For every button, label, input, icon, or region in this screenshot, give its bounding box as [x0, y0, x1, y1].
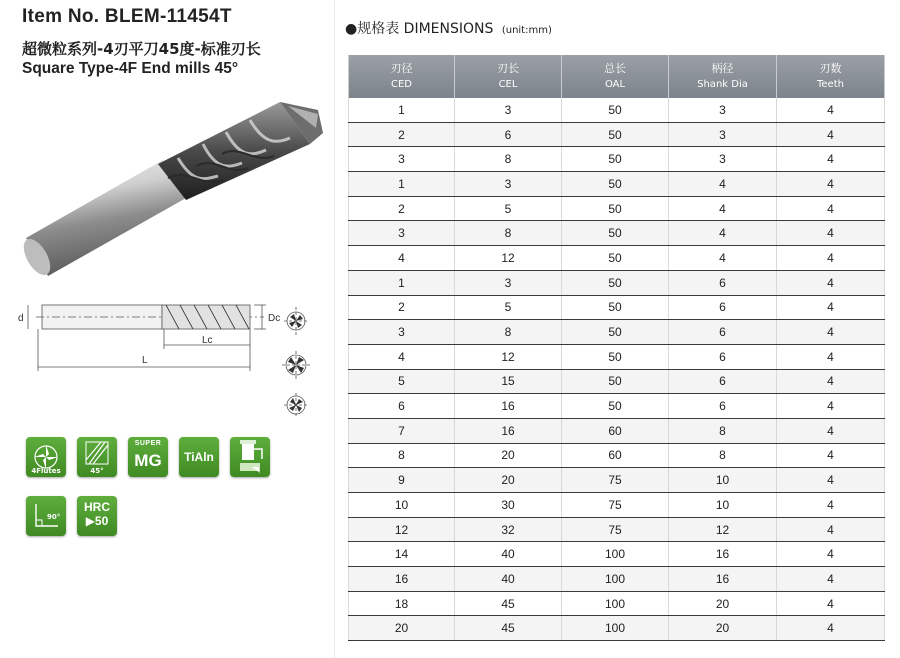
table-row — [349, 221, 885, 246]
table-row — [349, 567, 885, 592]
table-cell: 50 — [562, 246, 669, 271]
table-cell: 3 — [669, 98, 777, 122]
table-cell: 8 — [455, 147, 562, 172]
table-row — [349, 295, 885, 320]
table-cell: 4 — [777, 98, 885, 122]
table-cell: 4 — [777, 542, 885, 567]
super-mg-badge — [128, 437, 168, 477]
table-cell: 1 — [349, 98, 455, 122]
table-cell: 10 — [349, 493, 455, 518]
table-cell: 50 — [562, 196, 669, 221]
table-row — [349, 418, 885, 443]
table-cell: 4 — [777, 344, 885, 369]
table-cell: 100 — [562, 542, 669, 567]
table-row — [349, 172, 885, 197]
table-row — [349, 369, 885, 394]
table-cell: 32 — [455, 517, 562, 542]
table-cell: 4 — [777, 369, 885, 394]
dimensions-heading: ●规格表 DIMENSIONS — [345, 21, 494, 37]
table-cell: 4 — [777, 443, 885, 468]
table-cell: 100 — [562, 591, 669, 616]
table-cell: 20 — [349, 616, 455, 641]
table-cell: 4 — [777, 196, 885, 221]
table-row — [349, 394, 885, 419]
unit-label: (unit:mm) — [501, 25, 552, 36]
table-cell: 12 — [455, 344, 562, 369]
table-cell: 6 — [669, 320, 777, 345]
product-title-cn: 超微粒系列-4刃平刀45度-标准刃长 — [22, 40, 261, 58]
table-cell: 20 — [669, 591, 777, 616]
table-row — [349, 270, 885, 295]
table-cell: 3 — [349, 320, 455, 345]
table-cell: 2 — [349, 295, 455, 320]
table-cell: 3 — [455, 270, 562, 295]
table-cell: 50 — [562, 394, 669, 419]
table-cell: 8 — [669, 443, 777, 468]
table-cell: 4 — [777, 493, 885, 518]
table-cell: 40 — [455, 542, 562, 567]
table-cell: 4 — [777, 320, 885, 345]
table-cell: 5 — [349, 369, 455, 394]
table-cell: 16 — [669, 542, 777, 567]
table-cell: 4 — [777, 517, 885, 542]
table-row — [349, 468, 885, 493]
table-cell: 6 — [349, 394, 455, 419]
helix-badge — [77, 437, 117, 477]
table-cell: 4 — [349, 344, 455, 369]
column-header: 刃长 CEL — [455, 55, 562, 98]
table-cell: 4 — [669, 246, 777, 271]
table-cell: 4 — [777, 616, 885, 641]
table-cell: 75 — [562, 468, 669, 493]
table-cell: 50 — [562, 270, 669, 295]
table-cell: 6 — [669, 270, 777, 295]
table-row — [349, 542, 885, 567]
table-cell: 4 — [777, 418, 885, 443]
table-cell: 8 — [349, 443, 455, 468]
table-cell: 10 — [669, 493, 777, 518]
table-cell: 6 — [669, 344, 777, 369]
table-row — [349, 246, 885, 271]
coating-badge — [179, 437, 219, 477]
table-cell: 4 — [669, 196, 777, 221]
table-row — [349, 196, 885, 221]
table-cell: 30 — [455, 493, 562, 518]
table-cell: 12 — [349, 517, 455, 542]
table-cell: 20 — [669, 616, 777, 641]
table-row — [349, 591, 885, 616]
table-cell: 50 — [562, 147, 669, 172]
table-cell: 4 — [777, 567, 885, 592]
table-cell: 16 — [455, 418, 562, 443]
table-cell: 8 — [669, 418, 777, 443]
table-cell: 20 — [455, 443, 562, 468]
flutes-badge — [26, 437, 66, 477]
cutting-badge — [230, 437, 270, 477]
dim-d: d — [18, 313, 24, 324]
table-cell: 50 — [562, 369, 669, 394]
table-cell: 3 — [455, 98, 562, 122]
helix-label: 45° — [90, 467, 104, 475]
table-cell: 50 — [562, 344, 669, 369]
table-cell: 4 — [669, 172, 777, 197]
table-cell: 4 — [349, 246, 455, 271]
table-cell: 12 — [455, 246, 562, 271]
table-cell: 40 — [455, 567, 562, 592]
table-cell: 8 — [455, 320, 562, 345]
table-row — [349, 320, 885, 345]
table-cell: 14 — [349, 542, 455, 567]
dim-L: L — [142, 355, 148, 366]
table-row — [349, 443, 885, 468]
table-cell: 6 — [669, 295, 777, 320]
table-cell: 4 — [777, 172, 885, 197]
table-cell: 45 — [455, 591, 562, 616]
angle-badge — [26, 496, 66, 536]
table-cell: 9 — [349, 468, 455, 493]
table-cell: 7 — [349, 418, 455, 443]
table-cell: 100 — [562, 567, 669, 592]
table-cell: 4 — [777, 122, 885, 147]
table-cell: 4 — [777, 147, 885, 172]
table-cell: 4 — [777, 394, 885, 419]
table-cell: 3 — [349, 147, 455, 172]
column-header: 刃数 Teeth — [777, 55, 885, 98]
table-cell: 8 — [455, 221, 562, 246]
table-cell: 100 — [562, 616, 669, 641]
panel-divider — [334, 0, 335, 658]
product-panel — [0, 0, 335, 658]
table-cell: 4 — [777, 468, 885, 493]
table-cell: 3 — [455, 172, 562, 197]
table-cell: 50 — [562, 172, 669, 197]
item-number: Item No. BLEM-11454T — [22, 6, 232, 27]
table-cell: 4 — [777, 295, 885, 320]
hrc-value: ▶50 — [85, 514, 109, 528]
table-cell: 2 — [349, 122, 455, 147]
table-row — [349, 493, 885, 518]
table-row — [349, 517, 885, 542]
table-row — [349, 147, 885, 172]
table-cell: 2 — [349, 196, 455, 221]
table-cell: 6 — [455, 122, 562, 147]
flutes-label: 4Flutes — [31, 467, 61, 475]
dim-Dc: Dc — [268, 313, 281, 324]
table-cell: 4 — [777, 270, 885, 295]
angle-label: 90° — [47, 513, 61, 521]
dimensions-table — [348, 55, 885, 641]
table-cell: 6 — [669, 369, 777, 394]
table-cell: 1 — [349, 172, 455, 197]
hrc-badge — [77, 496, 117, 536]
table-cell: 4 — [777, 221, 885, 246]
end-mill-photo — [18, 88, 328, 293]
table-cell: 16 — [455, 394, 562, 419]
table-row — [349, 616, 885, 641]
table-cell: 50 — [562, 295, 669, 320]
table-cell: 16 — [669, 567, 777, 592]
column-header: 总长 OAL — [562, 55, 669, 98]
table-cell: 75 — [562, 493, 669, 518]
table-cell: 6 — [669, 394, 777, 419]
technical-drawing — [14, 293, 329, 423]
table-cell: 20 — [455, 468, 562, 493]
table-cell: 4 — [777, 246, 885, 271]
table-cell: 4 — [669, 221, 777, 246]
table-cell: 1 — [349, 270, 455, 295]
table-cell: 3 — [669, 122, 777, 147]
table-cell: 50 — [562, 320, 669, 345]
column-header: 柄径 Shank Dia — [669, 55, 777, 98]
right-angle-icon — [26, 496, 66, 536]
dimensions-title — [345, 18, 552, 38]
table-body — [349, 98, 885, 641]
product-title-en: Square Type-4F End mills 45° — [22, 60, 239, 77]
table-cell: 5 — [455, 196, 562, 221]
coating-label: TiAln — [184, 450, 214, 464]
table-cell: 75 — [562, 517, 669, 542]
table-cell: 60 — [562, 418, 669, 443]
table-cell: 3 — [669, 147, 777, 172]
table-cell: 16 — [349, 567, 455, 592]
table-cell: 50 — [562, 221, 669, 246]
table-cell: 3 — [349, 221, 455, 246]
table-cell: 45 — [455, 616, 562, 641]
cutting-tool-icon — [230, 437, 270, 477]
table-cell: 50 — [562, 122, 669, 147]
table-cell: 50 — [562, 98, 669, 122]
table-cell: 12 — [669, 517, 777, 542]
mg-label: MG — [134, 451, 162, 470]
table-row — [349, 98, 885, 122]
dim-Lc: Lc — [202, 335, 213, 346]
super-label: SUPER — [134, 440, 162, 447]
column-header: 刃径 CED — [349, 55, 455, 98]
table-cell: 10 — [669, 468, 777, 493]
table-row — [349, 344, 885, 369]
table-cell: 60 — [562, 443, 669, 468]
table-row — [349, 122, 885, 147]
feature-badges — [26, 437, 326, 547]
hrc-label: HRC — [84, 500, 110, 514]
table-header-row — [349, 55, 885, 98]
table-cell: 4 — [777, 591, 885, 616]
table-cell: 5 — [455, 295, 562, 320]
table-cell: 15 — [455, 369, 562, 394]
table-cell: 18 — [349, 591, 455, 616]
